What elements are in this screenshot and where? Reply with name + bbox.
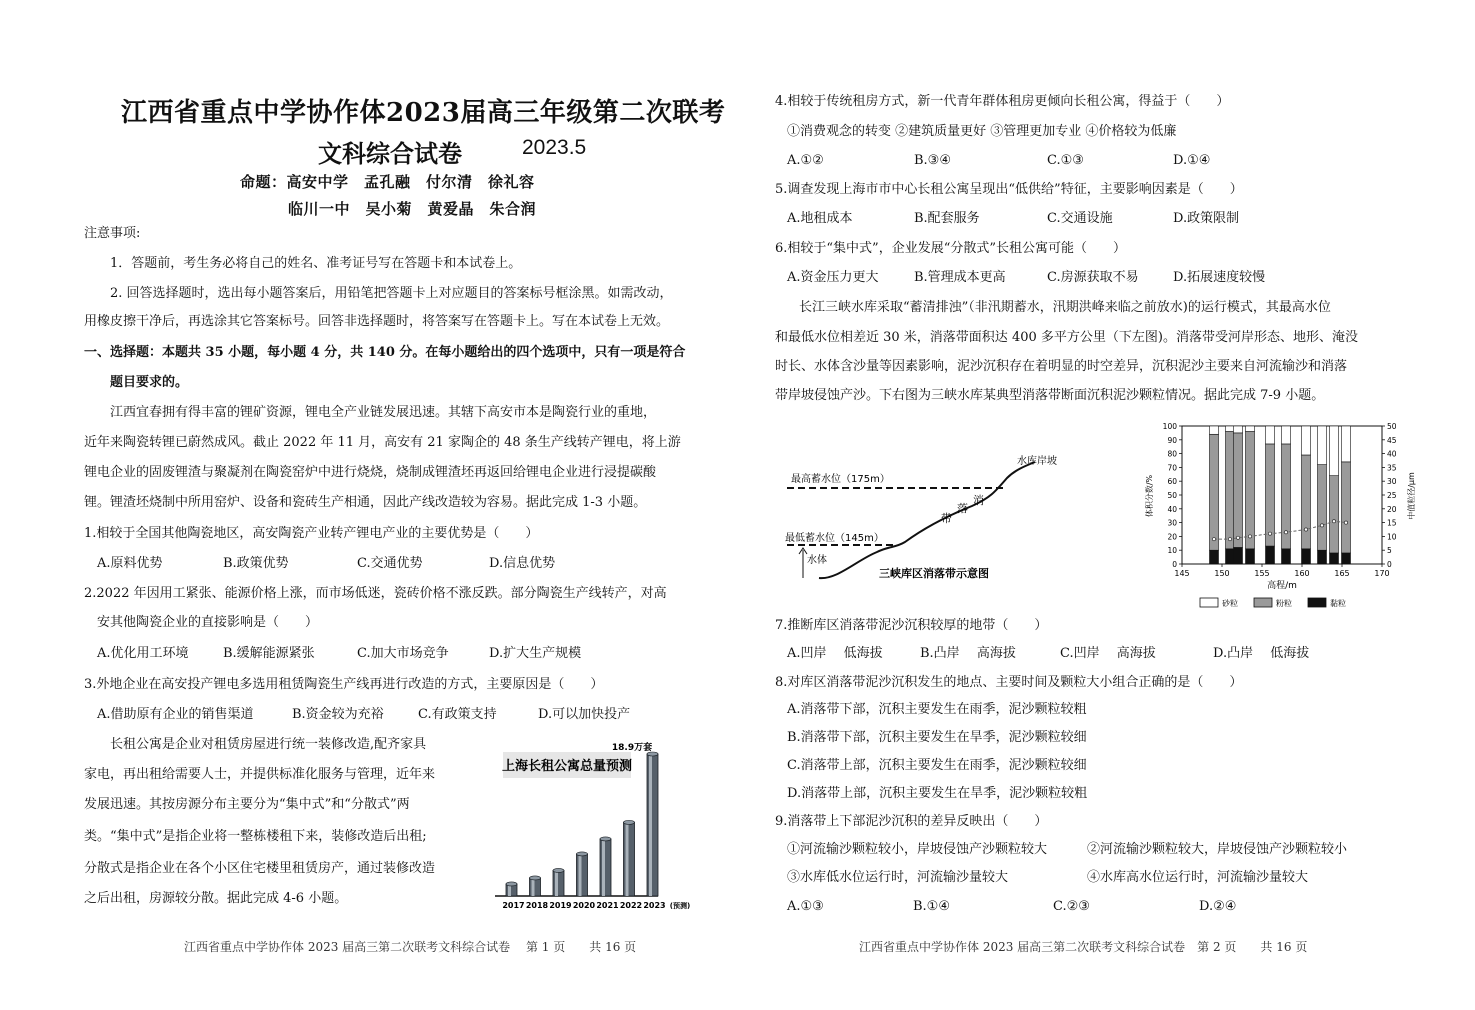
segment-黏粒 bbox=[1318, 550, 1327, 564]
q1-option-a: A.原料优势 bbox=[97, 556, 163, 571]
passage1-line2: 近年来陶瓷转锂已蔚然成风。截止 2022 年 11 月，高安有 21 家陶企的 48 条生产线转产锂电，将上游 bbox=[84, 435, 681, 450]
segment-粉粒 bbox=[1266, 444, 1275, 546]
median-point bbox=[1320, 524, 1323, 527]
zone-char-2: 落 bbox=[957, 502, 968, 515]
segment-砂粒 bbox=[1342, 426, 1351, 462]
q4-option-d: D.①④ bbox=[1173, 153, 1211, 168]
segment-粉粒 bbox=[1226, 432, 1235, 549]
bar-cap bbox=[506, 882, 517, 886]
passage2-line4: 类。“集中式”是指企业将一整栋楼租下来，装修改造后出租; bbox=[84, 829, 427, 844]
q7-option-a: A.凹岸 低海拔 bbox=[787, 646, 883, 661]
bar-highlight bbox=[579, 854, 582, 896]
q9-stem: 9.消落带上下部泥沙沉积的差异反映出（ ） bbox=[775, 814, 1048, 829]
q1-option-b: B.政策优势 bbox=[223, 556, 289, 571]
q3-option-c: C.有政策支持 bbox=[418, 707, 497, 722]
exam-title: 江西省重点中学协作体2023届高三年级第二次联考 bbox=[121, 98, 726, 128]
q6-option-c: C.房源获取不易 bbox=[1047, 270, 1139, 285]
authors-line1: 命题：高安中学 孟孔融 付尔清 徐礼容 bbox=[240, 173, 535, 191]
authors-line2: 临川一中 吴小菊 黄爱晶 朱合润 bbox=[288, 200, 537, 218]
bar-2021 bbox=[600, 837, 611, 896]
bar-cap bbox=[553, 868, 564, 872]
bar-highlight bbox=[602, 839, 605, 896]
q9-option-d: D.②④ bbox=[1199, 899, 1237, 914]
q8-option-a: A.消落带下部，沉积主要发生在雨季，泥沙颗粒较粗 bbox=[787, 702, 1087, 717]
q9-statement-3: ③水库低水位运行时，河流输沙量较大 bbox=[787, 870, 1009, 885]
q3-option-a: A.借助原有企业的销售渠道 bbox=[97, 707, 254, 722]
y-right-tick-label: 30 bbox=[1387, 477, 1397, 487]
section-heading: 一、选择题：本题共 35 小题，每小题 4 分，共 140 分。在每小题给出的四个选项中，只有一项是符合 bbox=[84, 345, 686, 360]
segment-黏粒 bbox=[1210, 550, 1219, 564]
y-left-tick-label: 70 bbox=[1167, 463, 1177, 473]
q2-stem-2: 安其他陶瓷企业的直接影响是（ ） bbox=[97, 615, 319, 630]
median-point bbox=[1212, 538, 1215, 541]
bar-cap bbox=[530, 876, 541, 880]
y-right-tick-label: 25 bbox=[1387, 491, 1397, 500]
high-level-label: 最高蓄水位（175m） bbox=[791, 474, 890, 485]
q9-option-a: A.①③ bbox=[787, 899, 824, 914]
segment-粉粒 bbox=[1210, 434, 1219, 550]
q7-stem: 7.推断库区消落带泥沙沉积较厚的地带（ ） bbox=[775, 618, 1048, 633]
notice-item-2a: 2. 回答选择题时，选出每小题答案后，用铅笔把答题卡上对应题目的答案标号框涂黑。如需改动， bbox=[110, 286, 673, 301]
q9-option-b: B.①④ bbox=[913, 899, 950, 914]
y-left-tick-label: 10 bbox=[1167, 546, 1177, 556]
y-right-tick-label: 0 bbox=[1387, 560, 1392, 569]
bar-highlight bbox=[626, 822, 629, 896]
passage2-line3: 发展迅速。其按房源分布主要分为“集中式”和“分散式”两 bbox=[84, 797, 410, 812]
y-left-tick-label: 100 bbox=[1162, 422, 1177, 431]
median-point bbox=[1344, 521, 1347, 524]
q2-option-b: B.缓解能源紧张 bbox=[223, 646, 315, 661]
median-point bbox=[1236, 536, 1239, 539]
bar bbox=[600, 839, 611, 896]
bar bbox=[577, 854, 588, 896]
x-tick-label: 170 bbox=[1374, 569, 1390, 578]
q8-option-b: B.消落带下部，沉积主要发生在旱季，泥沙颗粒较细 bbox=[787, 730, 1087, 745]
chart-title: 上海长租公寓总量预测 bbox=[501, 759, 633, 774]
x-tick-label: 2019 bbox=[549, 901, 572, 910]
y-right-tick-label: 50 bbox=[1387, 422, 1397, 431]
notice-item-2b: 用橡皮擦干净后，再选涂其它答案标号。回答非选择题时，将答案写在答题卡上。写在本试卷上无效。 bbox=[84, 314, 670, 329]
bar-2022 bbox=[624, 820, 635, 896]
segment-黏粒 bbox=[1226, 549, 1235, 564]
y-left-tick-label: 80 bbox=[1167, 449, 1177, 459]
passage3-line1: 长江三峡水库采取“蓄清排浊”（非汛期蓄水，汛期洪峰来临之前放水)的运行模式，其最高水位 bbox=[799, 300, 1331, 315]
sediment-bar-164 bbox=[1330, 426, 1339, 564]
left-page bbox=[0, 0, 737, 1010]
segment-粉粒 bbox=[1246, 432, 1255, 549]
right-page bbox=[737, 0, 1475, 1010]
y-right-tick-label: 20 bbox=[1387, 504, 1397, 514]
q2-option-c: C.加大市场竞争 bbox=[357, 646, 449, 661]
footer-page2: 江西省重点中学协作体 2023 届高三第二次联考文科综合试卷 第 2 页 共 16 页 bbox=[859, 940, 1308, 954]
exam-date: 2023.5 bbox=[522, 136, 587, 159]
q1-stem: 1.相较于全国其他陶瓷地区，高安陶瓷产业转产锂电产业的主要优势是（ ） bbox=[84, 526, 539, 541]
reservoir-diagram bbox=[777, 440, 1127, 590]
y-left-tick-label: 60 bbox=[1167, 477, 1177, 487]
passage2-line6: 之后出租，房源较分散。据此完成 4-6 小题。 bbox=[84, 891, 348, 906]
exam-subtitle: 文科综合试卷 bbox=[318, 139, 462, 168]
median-point bbox=[1332, 520, 1335, 523]
passage1-line4: 锂。锂渣坯烧制中所用窑炉、设备和瓷砖生产相通，因此产线改造较为容易。据此完成 1-3 小题。 bbox=[84, 495, 647, 510]
q8-stem: 8.对库区消落带泥沙沉积发生的地点、主要时间及颗粒大小组合正确的是（ ） bbox=[775, 675, 1243, 690]
segment-黏粒 bbox=[1266, 546, 1275, 564]
y-right-tick-label: 15 bbox=[1387, 518, 1397, 528]
y-left-tick-label: 90 bbox=[1167, 435, 1177, 445]
segment-砂粒 bbox=[1234, 426, 1243, 433]
segment-黏粒 bbox=[1246, 549, 1255, 564]
x-tick-label: 165 bbox=[1334, 569, 1350, 578]
zone-char-3: 带 bbox=[941, 512, 952, 525]
y-right-tick-label: 35 bbox=[1387, 463, 1397, 473]
q9-statement-1: ①河流输沙颗粒较小，岸坡侵蚀产沙颗粒较大 bbox=[787, 842, 1048, 857]
legend-swatch-clay bbox=[1308, 598, 1326, 607]
bar bbox=[624, 822, 635, 896]
y-left-tick-label: 40 bbox=[1167, 504, 1177, 514]
sediment-bar-149 bbox=[1210, 426, 1219, 564]
segment-粉粒 bbox=[1342, 462, 1351, 553]
passage3-line4: 带岸坡侵蚀产沙。下右图为三峡水库某典型消落带断面沉积泥沙颗粒情况。据此完成 7-9 小题。 bbox=[775, 388, 1325, 403]
x-tick-label: 160 bbox=[1294, 569, 1310, 578]
low-level-label: 最低蓄水位（145m） bbox=[785, 533, 884, 544]
q2-option-a: A.优化用工环境 bbox=[97, 646, 189, 661]
legend-label-clay: 黏粒 bbox=[1330, 599, 1346, 608]
segment-粉粒 bbox=[1234, 433, 1243, 548]
q5-option-b: B.配套服务 bbox=[914, 211, 980, 226]
q3-option-b: B.资金较为充裕 bbox=[292, 707, 384, 722]
bar-2018 bbox=[530, 876, 541, 896]
top-value-label: 18.9万套 bbox=[611, 743, 653, 753]
q7-option-b: B.凸岸 高海拔 bbox=[920, 646, 1016, 661]
x-tick-label: 2022 bbox=[619, 901, 643, 910]
median-point bbox=[1304, 528, 1307, 531]
segment-粉粒 bbox=[1330, 476, 1339, 553]
segment-黏粒 bbox=[1342, 553, 1351, 564]
y-right-label: 中值粒径/μm bbox=[1407, 472, 1416, 520]
passage2-line5: 分散式是指企业在各个小区住宅楼里租赁房产，通过装修改造 bbox=[84, 861, 436, 876]
bar-2020 bbox=[577, 852, 588, 896]
bar bbox=[647, 754, 658, 896]
median-point bbox=[1228, 538, 1231, 541]
sediment-bar-152 bbox=[1234, 426, 1243, 564]
q5-option-d: D.政策限制 bbox=[1173, 211, 1240, 226]
x-tick-label: 155 bbox=[1254, 569, 1270, 578]
x-axis-label: 高程/m bbox=[1267, 581, 1297, 591]
x-tick-label: 145 bbox=[1174, 569, 1190, 578]
segment-砂粒 bbox=[1226, 426, 1235, 432]
water-label: 水体 bbox=[807, 555, 827, 566]
slope-label: 水库岸坡 bbox=[1017, 456, 1057, 467]
q9-statement-2: ②河流输沙颗粒较大，岸坡侵蚀产沙颗粒较小 bbox=[1087, 842, 1348, 857]
q4-option-a: A.①② bbox=[787, 153, 824, 168]
diagram-caption: 三峡库区消落带示意图 bbox=[879, 567, 989, 580]
legend bbox=[1200, 598, 1346, 608]
q6-stem: 6.相较于“集中式”，企业发展“分散式”长租公寓可能（ ） bbox=[775, 241, 1126, 256]
x-tick-label: 2017 bbox=[502, 901, 525, 910]
x-tick-label: 2023 bbox=[643, 901, 666, 910]
x-tick-label: 2021 bbox=[596, 901, 619, 910]
q2-stem-1: 2.2022 年因用工紧张、能源价格上涨，而市场低迷，瓷砖价格不涨反跌。部分陶瓷生产线转产，对高 bbox=[84, 586, 667, 601]
q4-statements: ①消费观念的转变 ②建筑质量更好 ③管理更加专业 ④价格较为低廉 bbox=[787, 124, 1177, 139]
y-left-tick-label: 30 bbox=[1167, 518, 1177, 528]
q3-stem: 3.外地企业在高安投产锂电多选用租赁陶瓷生产线再进行改造的方式，主要原因是（ ） bbox=[84, 677, 604, 692]
legend-label-silt: 粉粒 bbox=[1276, 599, 1292, 608]
sediment-chart bbox=[1132, 418, 1442, 613]
segment-砂粒 bbox=[1302, 426, 1311, 455]
x-tick-label: 150 bbox=[1214, 569, 1230, 578]
median-point bbox=[1284, 531, 1287, 534]
passage1-line1: 江西宜春拥有得丰富的锂矿资源，锂电全产业链发展迅速。其辖下高安市本是陶瓷行业的重地， bbox=[110, 405, 657, 420]
bar bbox=[553, 870, 564, 896]
segment-砂粒 bbox=[1246, 426, 1255, 432]
passage2-line1: 长租公寓是企业对租赁房屋进行统一装修改造,配齐家具 bbox=[110, 737, 427, 752]
x-tick-label: 2020 bbox=[572, 901, 596, 910]
q7-option-d: D.凸岸 低海拔 bbox=[1213, 646, 1310, 661]
bar bbox=[530, 878, 541, 896]
bar-2017 bbox=[506, 882, 517, 896]
q4-stem: 4.相较于传统租房方式，新一代青年群体租房更倾向长租公寓，得益于（ ） bbox=[775, 94, 1230, 109]
forecast-note: (预测) bbox=[669, 902, 691, 910]
passage2-line2: 家电，再出租给需要人士，并提供标准化服务与管理，近年来 bbox=[84, 767, 436, 782]
notice-heading: 注意事项: bbox=[84, 226, 141, 241]
y-left-tick-label: 20 bbox=[1167, 532, 1177, 542]
median-point bbox=[1248, 535, 1251, 538]
q8-option-c: C.消落带上部，沉积主要发生在雨季，泥沙颗粒较细 bbox=[787, 758, 1087, 773]
segment-黏粒 bbox=[1330, 553, 1339, 564]
zone-char-1: 消 bbox=[973, 494, 984, 507]
y-right-tick-label: 40 bbox=[1387, 449, 1397, 459]
q6-option-a: A.资金压力更大 bbox=[787, 270, 879, 285]
q1-option-d: D.信息优势 bbox=[489, 556, 556, 571]
sediment-bar-160.5 bbox=[1302, 426, 1311, 564]
q4-option-c: C.①③ bbox=[1047, 153, 1084, 168]
y-left-tick-label: 50 bbox=[1167, 491, 1177, 500]
apartment-forecast-chart bbox=[480, 730, 725, 915]
segment-砂粒 bbox=[1330, 426, 1339, 476]
y-right-tick-label: 10 bbox=[1387, 532, 1397, 542]
notice-item-1: 1．答题前，考生务必将自己的姓名、准考证号写在答题卡和本试卷上。 bbox=[110, 256, 522, 271]
segment-黏粒 bbox=[1282, 549, 1291, 564]
sediment-bar-165.5 bbox=[1342, 426, 1351, 564]
sediment-bar-156 bbox=[1266, 426, 1275, 564]
q7-option-c: C.凹岸 高海拔 bbox=[1060, 646, 1156, 661]
legend-swatch-silt bbox=[1254, 598, 1272, 607]
median-point bbox=[1268, 532, 1271, 535]
q8-option-d: D.消落带上部，沉积主要发生在旱季，泥沙颗粒较粗 bbox=[787, 786, 1088, 801]
q3-option-d: D.可以加快投产 bbox=[538, 707, 631, 722]
segment-粉粒 bbox=[1302, 455, 1311, 549]
segment-砂粒 bbox=[1318, 426, 1327, 465]
bar-cap bbox=[577, 852, 588, 856]
section-heading-2: 题目要求的。 bbox=[110, 375, 189, 390]
q9-statement-4: ④水库高水位运行时，河流输沙量较大 bbox=[1087, 870, 1309, 885]
q9-option-c: C.②③ bbox=[1053, 899, 1090, 914]
q1-option-c: C.交通优势 bbox=[357, 556, 423, 571]
q4-option-b: B.③④ bbox=[914, 153, 951, 168]
passage3-line3: 时长、水体含沙量等因素影响，泥沙沉积存在着明显的时空差异，沉积泥沙主要来自河流输沙和消落 bbox=[775, 359, 1348, 374]
bar-cap bbox=[624, 820, 635, 824]
passage1-line3: 锂电企业的固废锂渣与聚凝剂在陶瓷窑炉中进行烧烧，烧制成锂渣坯再返回给锂电企业进行浸提碳酸 bbox=[84, 465, 657, 480]
sediment-bar-162.5 bbox=[1318, 426, 1327, 564]
y-left-tick-label: 0 bbox=[1172, 560, 1177, 569]
q5-option-c: C.交通设施 bbox=[1047, 211, 1113, 226]
y-left-label: 体积分数/% bbox=[1145, 474, 1154, 518]
segment-黏粒 bbox=[1234, 547, 1243, 564]
legend-label-sand: 砂粒 bbox=[1222, 599, 1238, 608]
bar-highlight bbox=[555, 870, 558, 896]
q5-option-a: A.地租成本 bbox=[787, 211, 853, 226]
legend-swatch-sand bbox=[1200, 598, 1218, 607]
bar-highlight bbox=[532, 878, 535, 896]
footer-page1: 江西省重点中学协作体 2023 届高三第二次联考文科综合试卷 第 1 页 共 16 页 bbox=[184, 940, 637, 954]
segment-粉粒 bbox=[1318, 465, 1327, 551]
q2-option-d: D.扩大生产规模 bbox=[489, 646, 582, 661]
segment-砂粒 bbox=[1266, 426, 1275, 444]
y-right-tick-label: 5 bbox=[1387, 546, 1392, 556]
q6-option-d: D.拓展速度较慢 bbox=[1173, 270, 1266, 285]
sediment-bar-158 bbox=[1282, 426, 1291, 564]
bar-2023 bbox=[647, 752, 658, 896]
q5-stem: 5.调查发现上海市市中心长租公寓呈现出“低供给”特征，主要影响因素是（ ） bbox=[775, 182, 1243, 197]
x-tick-label: 2018 bbox=[525, 901, 549, 910]
segment-黏粒 bbox=[1302, 549, 1311, 564]
bar-highlight bbox=[649, 754, 652, 896]
bar-cap bbox=[600, 837, 611, 841]
segment-砂粒 bbox=[1210, 426, 1219, 434]
q6-option-b: B.管理成本更高 bbox=[914, 270, 1006, 285]
segment-砂粒 bbox=[1282, 426, 1291, 444]
sediment-bar-151 bbox=[1226, 426, 1235, 564]
sediment-bar-153.5 bbox=[1246, 426, 1255, 564]
y-right-tick-label: 45 bbox=[1387, 435, 1397, 445]
bar-2019 bbox=[553, 868, 564, 896]
passage3-line2: 和最低水位相差近 30 米，消落带面积达 400 多平方公里（下左图)。消落带受河岸形态、地形、淹没 bbox=[775, 330, 1358, 345]
